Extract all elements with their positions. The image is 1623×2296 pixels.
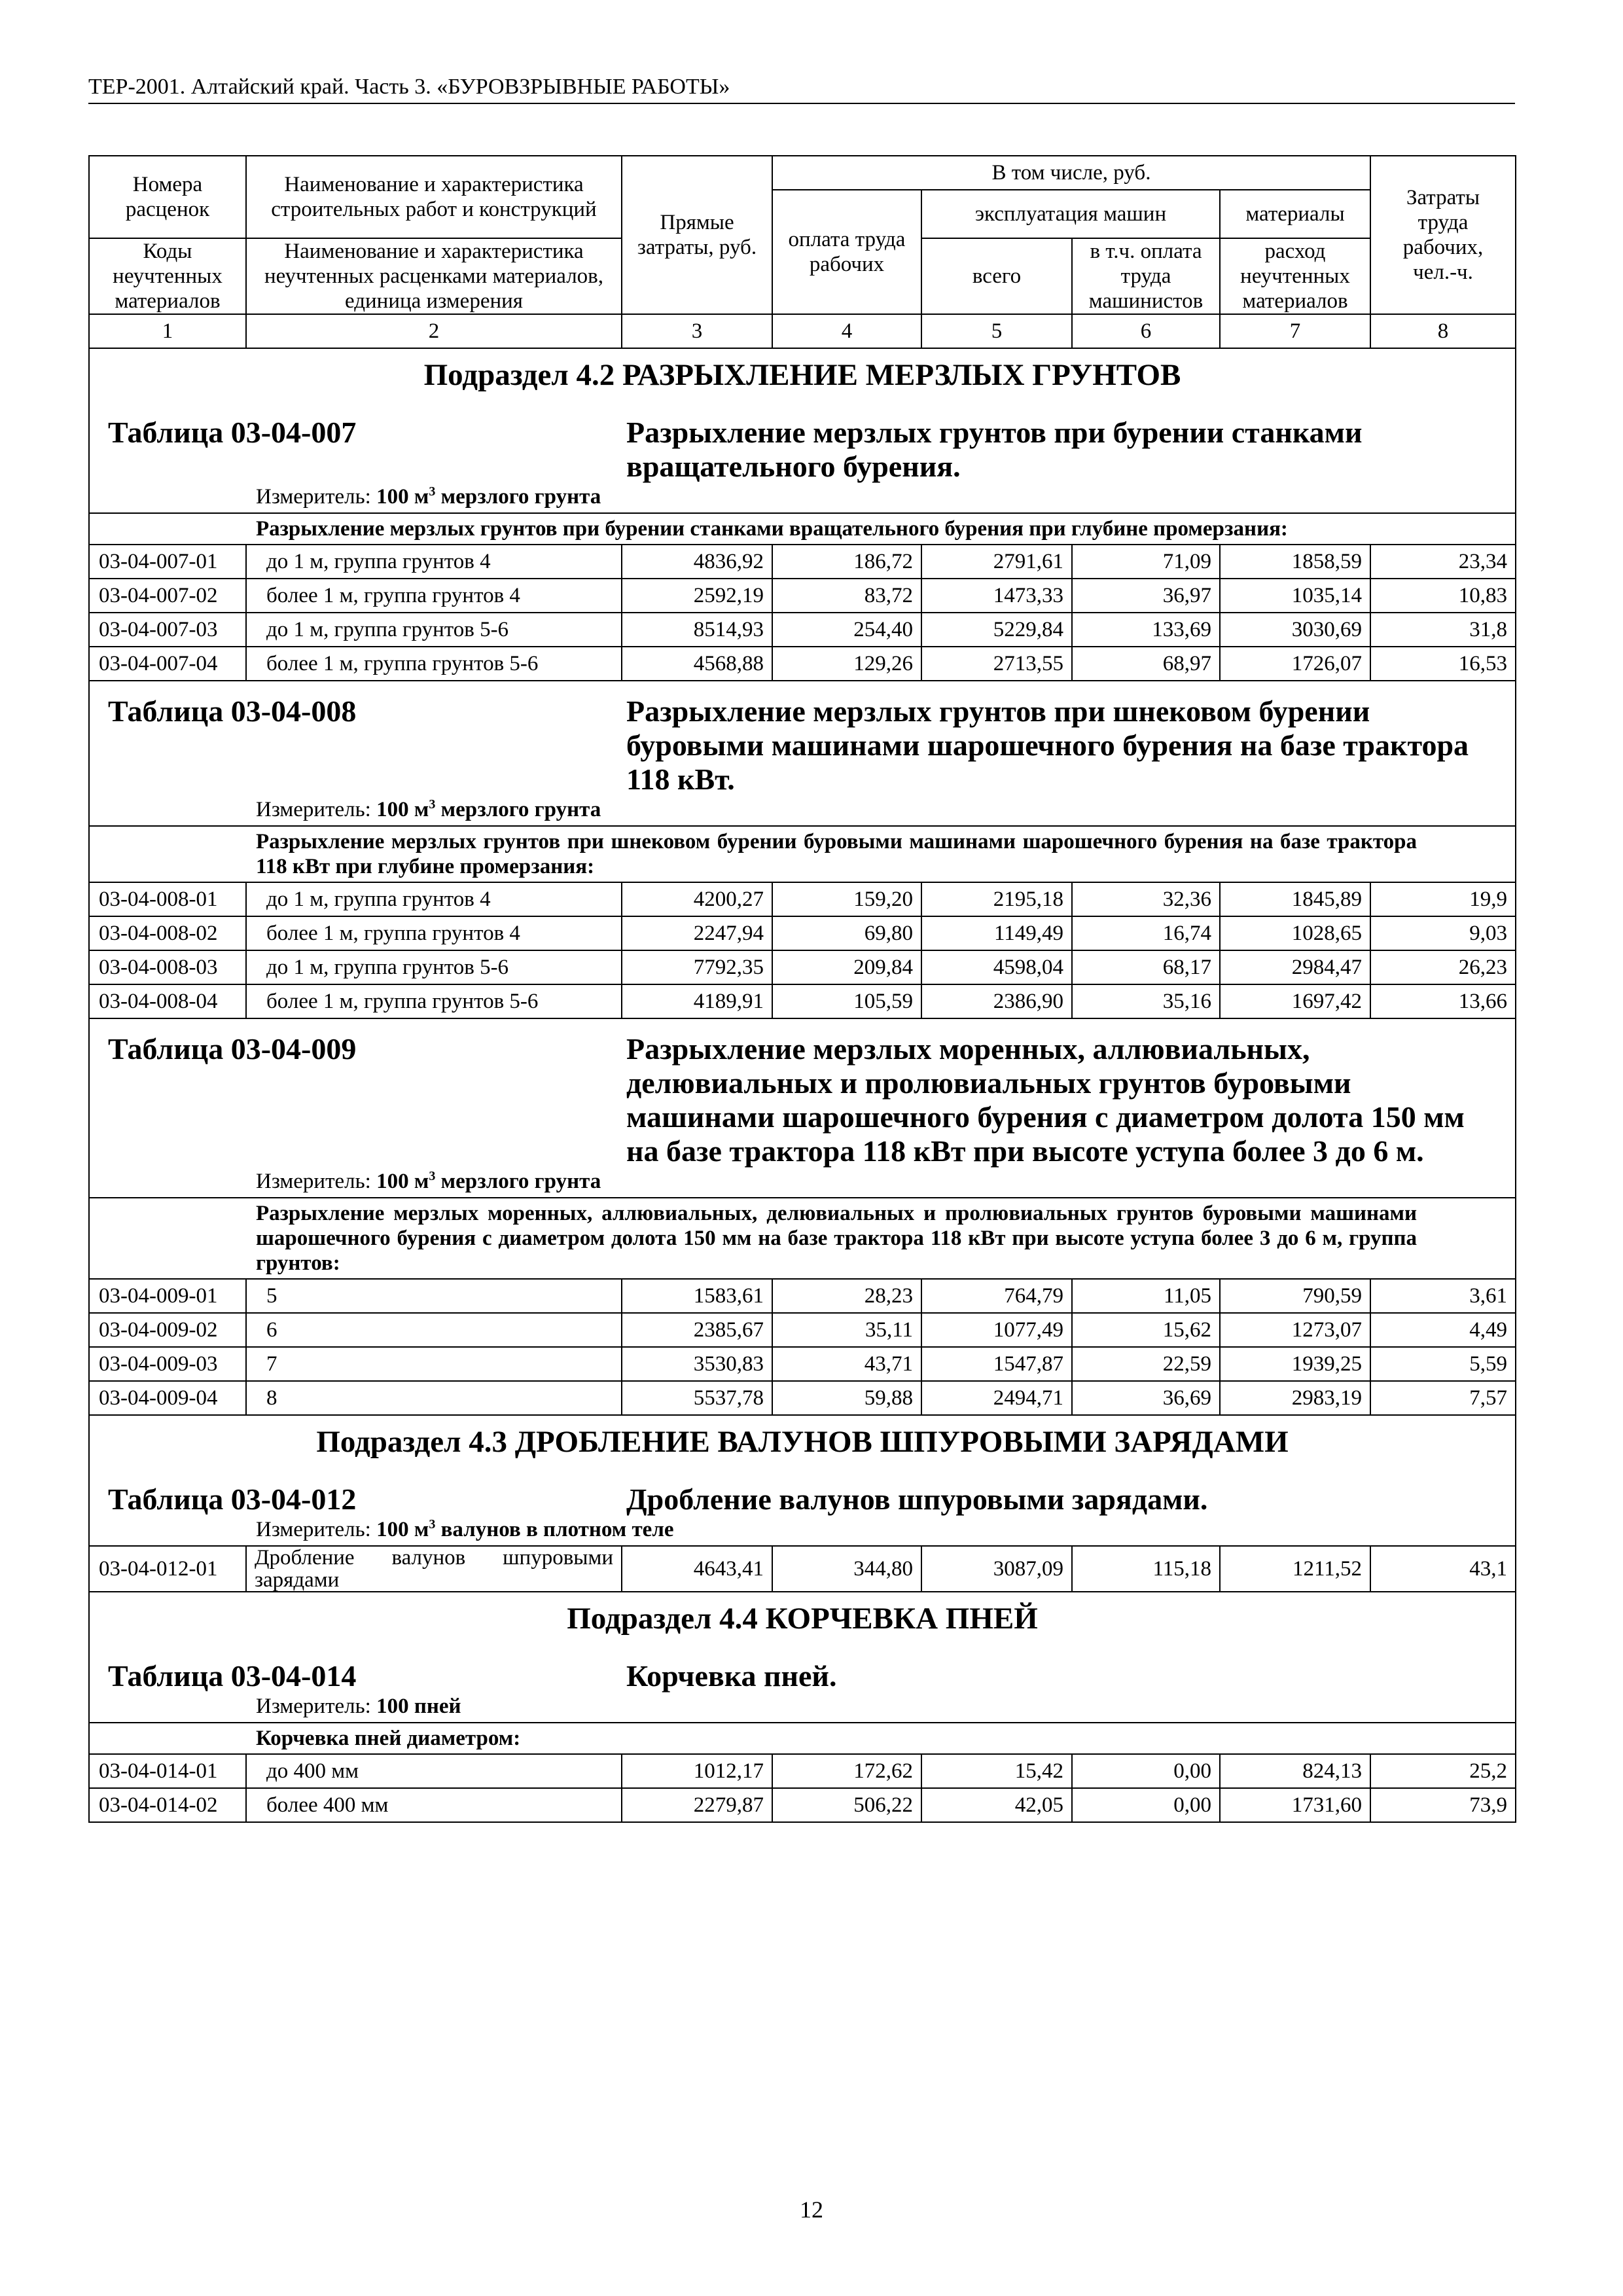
cell-value: 11,05	[1072, 1279, 1220, 1313]
section-header-cell	[89, 348, 1516, 513]
cell-value: 71,09	[1072, 545, 1220, 579]
cell-value: 42,05	[921, 1788, 1072, 1822]
cell-value: 1473,33	[921, 579, 1072, 613]
cell-value: 115,18	[1072, 1546, 1220, 1592]
cell-value: 4,49	[1370, 1313, 1516, 1347]
column-number: 6	[1072, 314, 1220, 348]
cell-value: 2386,90	[921, 984, 1072, 1018]
cell-value: 43,1	[1370, 1546, 1516, 1592]
cell-value: 824,13	[1220, 1754, 1370, 1788]
cell-value: 0,00	[1072, 1754, 1220, 1788]
group-title-row	[89, 1723, 1516, 1754]
cell-value: 209,84	[772, 950, 921, 984]
meter-line	[90, 1516, 1515, 1545]
meter-value: 100 м	[376, 798, 429, 821]
cell-value: 25,2	[1370, 1754, 1516, 1788]
cell-value: 8514,93	[622, 613, 772, 647]
table-title: Дробление валунов шпуровыми зарядами.	[626, 1482, 1208, 1516]
meter-prefix: Измеритель:	[256, 1695, 371, 1718]
meter-line	[90, 1168, 1515, 1197]
cell-value: 36,69	[1072, 1381, 1220, 1415]
cell-value: 5229,84	[921, 613, 1072, 647]
cell-value: 790,59	[1220, 1279, 1370, 1313]
table-title: Разрыхление мерзлых моренных, аллювиальных, делювиальных и пролювиальных грунтов буровыми машинами шарошечного бурения с диаметром долота 150 мм на базе трактора 118 кВт при высоте уступа более 3 до 6 м.	[626, 1032, 1465, 1168]
cell-value: 31,8	[1370, 613, 1516, 647]
section-header-row	[89, 1415, 1516, 1546]
work-name: до 400 мм	[246, 1754, 622, 1788]
cell-value: 1858,59	[1220, 545, 1370, 579]
cell-value: 1035,14	[1220, 579, 1370, 613]
header-including: В том числе, руб.	[772, 156, 1370, 190]
table-row	[89, 1347, 1516, 1381]
cell-value: 2247,94	[622, 916, 772, 950]
cell-value: 105,59	[772, 984, 921, 1018]
cell-value: 7,57	[1370, 1381, 1516, 1415]
cell-value: 1845,89	[1220, 882, 1370, 916]
header-labor-pay: оплата труда рабочих	[772, 190, 921, 314]
header-material-codes: Коды неучтенных материалов	[89, 238, 246, 314]
meter-superscript: 3	[429, 1517, 436, 1532]
table-row	[89, 1313, 1516, 1347]
rate-code: 03-04-008-01	[89, 882, 246, 916]
column-number: 7	[1220, 314, 1370, 348]
cell-value: 344,80	[772, 1546, 921, 1592]
cell-value: 1273,07	[1220, 1313, 1370, 1347]
cell-value: 172,62	[772, 1754, 921, 1788]
cell-value: 16,74	[1072, 916, 1220, 950]
meter-unit	[376, 1518, 673, 1541]
cell-value: 28,23	[772, 1279, 921, 1313]
table-heading	[90, 416, 1515, 484]
work-name: более 1 м, группа грунтов 4	[246, 916, 622, 950]
running-head: ТЕР-2001. Алтайский край. Часть 3. «БУРОВЗРЫВНЫЕ РАБОТЫ»	[88, 74, 1515, 104]
cell-value: 15,62	[1072, 1313, 1220, 1347]
work-name: более 1 м, группа грунтов 5-6	[246, 647, 622, 681]
rate-code: 03-04-009-03	[89, 1347, 246, 1381]
cell-value: 1028,65	[1220, 916, 1370, 950]
cell-value: 2385,67	[622, 1313, 772, 1347]
cell-value: 69,80	[772, 916, 921, 950]
table-row	[89, 916, 1516, 950]
group-title: Разрыхление мерзлых моренных, аллювиальных, делювиальных и пролювиальных грунтов буровыми машинами шарошечного бурения с диаметром долота 150 мм на базе трактора 118 кВт при высоте уступа более 3 до 6 м, группа грунтов:	[89, 1198, 1516, 1279]
cell-value: 133,69	[1072, 613, 1220, 647]
subsection-title: Подраздел 4.2 РАЗРЫХЛЕНИЕ МЕРЗЛЫХ ГРУНТОВ	[423, 358, 1181, 392]
cell-value: 1583,61	[622, 1279, 772, 1313]
column-number: 4	[772, 314, 921, 348]
header-row-1	[89, 156, 1516, 190]
group-title: Разрыхление мерзлых грунтов при шнековом бурении буровыми машинами шарошечного бурения на базе трактора 118 кВт при глубине промерзания:	[89, 826, 1516, 882]
cell-value: 10,83	[1370, 579, 1516, 613]
meter-superscript: 3	[429, 484, 436, 499]
work-name: 7	[246, 1347, 622, 1381]
column-number: 3	[622, 314, 772, 348]
cell-value: 764,79	[921, 1279, 1072, 1313]
meter-unit	[376, 1695, 461, 1718]
cell-value: 32,36	[1072, 882, 1220, 916]
section-header-cell	[89, 1415, 1516, 1546]
work-name: 6	[246, 1313, 622, 1347]
table-heading	[90, 694, 1515, 797]
work-name: до 1 м, группа грунтов 5-6	[246, 950, 622, 984]
header-labor-costs: Затраты труда рабочих, чел.-ч.	[1370, 156, 1516, 314]
cell-value: 68,17	[1072, 950, 1220, 984]
meter-unit	[376, 798, 601, 821]
cell-value: 7792,35	[622, 950, 772, 984]
page-number: 12	[800, 2197, 823, 2223]
cell-value: 9,03	[1370, 916, 1516, 950]
column-number: 1	[89, 314, 246, 348]
meter-suffix: валунов в плотном теле	[440, 1518, 674, 1541]
cell-value: 68,97	[1072, 647, 1220, 681]
meter-suffix: мерзлого грунта	[440, 1170, 601, 1193]
table-label: Таблица 03-04-014	[108, 1659, 357, 1693]
table-row	[89, 1381, 1516, 1415]
cell-value: 2592,19	[622, 579, 772, 613]
work-name: более 1 м, группа грунтов 5-6	[246, 984, 622, 1018]
cell-value: 1012,17	[622, 1754, 772, 1788]
cell-value: 4189,91	[622, 984, 772, 1018]
cell-value: 159,20	[772, 882, 921, 916]
cell-value: 1731,60	[1220, 1788, 1370, 1822]
cell-value: 16,53	[1370, 647, 1516, 681]
cell-value: 1939,25	[1220, 1347, 1370, 1381]
rate-code: 03-04-007-04	[89, 647, 246, 681]
cell-value: 1726,07	[1220, 647, 1370, 681]
cell-value: 186,72	[772, 545, 921, 579]
table-row	[89, 579, 1516, 613]
cell-value: 2983,19	[1220, 1381, 1370, 1415]
cell-value: 0,00	[1072, 1788, 1220, 1822]
table-heading	[90, 1032, 1515, 1168]
header-materials: материалы	[1220, 190, 1370, 238]
cell-value: 15,42	[921, 1754, 1072, 1788]
meter-line	[90, 797, 1515, 825]
table-label: Таблица 03-04-007	[108, 416, 357, 449]
rate-code: 03-04-014-01	[89, 1754, 246, 1788]
work-name: Дробление валунов шпуровыми зарядами	[246, 1546, 622, 1592]
table-row	[89, 647, 1516, 681]
meter-line	[90, 484, 1515, 512]
cell-value: 4598,04	[921, 950, 1072, 984]
section-header-row	[89, 681, 1516, 826]
header-rate-numbers: Номера расценок	[89, 156, 246, 238]
cell-value: 35,16	[1072, 984, 1220, 1018]
column-number-row	[89, 314, 1516, 348]
cell-value: 1149,49	[921, 916, 1072, 950]
table-row	[89, 1754, 1516, 1788]
table-label: Таблица 03-04-008	[108, 694, 357, 728]
header-machine-operation: эксплуатация машин	[921, 190, 1220, 238]
subsection-title: Подраздел 4.4 КОРЧЕВКА ПНЕЙ	[567, 1602, 1038, 1636]
cell-value: 59,88	[772, 1381, 921, 1415]
section-header-row	[89, 1592, 1516, 1723]
header-unaccounted-materials: расход неучтенных материалов	[1220, 238, 1370, 314]
table-row	[89, 1279, 1516, 1313]
meter-prefix: Измеритель:	[256, 1170, 371, 1193]
cell-value: 2791,61	[921, 545, 1072, 579]
column-number: 5	[921, 314, 1072, 348]
header-work-name: Наименование и характеристика строительных работ и конструкций	[246, 156, 622, 238]
group-title-row	[89, 513, 1516, 545]
group-title-row	[89, 826, 1516, 882]
header-operators-pay: в т.ч. оплата труда машинистов	[1072, 238, 1220, 314]
table-title: Корчевка пней.	[626, 1659, 837, 1693]
cell-value: 2195,18	[921, 882, 1072, 916]
meter-value: 100 м	[376, 1518, 429, 1541]
meter-value: 100 пней	[376, 1695, 461, 1718]
cell-value: 1211,52	[1220, 1546, 1370, 1592]
cell-value: 35,11	[772, 1313, 921, 1347]
table-row	[89, 1546, 1516, 1592]
meter-unit	[376, 485, 601, 509]
rate-code: 03-04-009-01	[89, 1279, 246, 1313]
cell-value: 129,26	[772, 647, 921, 681]
table-label: Таблица 03-04-012	[108, 1482, 357, 1516]
column-number: 8	[1370, 314, 1516, 348]
table-heading	[90, 1659, 1515, 1693]
cell-value: 2279,87	[622, 1788, 772, 1822]
header-material-name: Наименование и характеристика неучтенных расценками материалов, единица измерения	[246, 238, 622, 314]
cell-value: 3530,83	[622, 1347, 772, 1381]
table-title: Разрыхление мерзлых грунтов при шнековом бурении буровыми машинами шарошечного бурения на базе трактора 118 кВт.	[626, 694, 1469, 796]
table-row	[89, 613, 1516, 647]
section-header-cell	[89, 1592, 1516, 1723]
meter-superscript: 3	[429, 797, 436, 812]
cell-value: 5537,78	[622, 1381, 772, 1415]
section-header-row	[89, 348, 1516, 513]
cell-value: 4643,41	[622, 1546, 772, 1592]
group-title: Корчевка пней диаметром:	[89, 1723, 1516, 1754]
table-body	[89, 156, 1516, 1822]
cell-value: 1547,87	[921, 1347, 1072, 1381]
rate-code: 03-04-008-03	[89, 950, 246, 984]
table-row	[89, 882, 1516, 916]
cell-value: 506,22	[772, 1788, 921, 1822]
cell-value: 3030,69	[1220, 613, 1370, 647]
rates-table	[88, 155, 1516, 1823]
section-header-cell	[89, 681, 1516, 826]
rate-code: 03-04-012-01	[89, 1546, 246, 1592]
rate-code: 03-04-007-02	[89, 579, 246, 613]
cell-value: 13,66	[1370, 984, 1516, 1018]
work-name: более 400 мм	[246, 1788, 622, 1822]
meter-prefix: Измеритель:	[256, 798, 371, 821]
rate-code: 03-04-008-04	[89, 984, 246, 1018]
meter-unit	[376, 1170, 601, 1193]
meter-line	[90, 1693, 1515, 1722]
rate-code: 03-04-007-01	[89, 545, 246, 579]
cell-value: 43,71	[772, 1347, 921, 1381]
table-title: Разрыхление мерзлых грунтов при бурении станками вращательного бурения.	[626, 416, 1363, 483]
meter-prefix: Измеритель:	[256, 1518, 371, 1541]
rate-code: 03-04-009-02	[89, 1313, 246, 1347]
header-direct-costs: Прямые затраты, руб.	[622, 156, 772, 314]
table-row	[89, 1788, 1516, 1822]
section-header-row	[89, 1018, 1516, 1198]
group-title: Разрыхление мерзлых грунтов при бурении станками вращательного бурения при глубине промерзания:	[89, 513, 1516, 545]
cell-value: 22,59	[1072, 1347, 1220, 1381]
work-name: более 1 м, группа грунтов 4	[246, 579, 622, 613]
work-name: до 1 м, группа грунтов 5-6	[246, 613, 622, 647]
table-row	[89, 950, 1516, 984]
column-number: 2	[246, 314, 622, 348]
cell-value: 19,9	[1370, 882, 1516, 916]
meter-suffix: мерзлого грунта	[440, 798, 601, 821]
work-name: до 1 м, группа грунтов 4	[246, 882, 622, 916]
cell-value: 4568,88	[622, 647, 772, 681]
work-name: 5	[246, 1279, 622, 1313]
cell-value: 2494,71	[921, 1381, 1072, 1415]
cell-value: 3087,09	[921, 1546, 1072, 1592]
rate-code: 03-04-014-02	[89, 1788, 246, 1822]
cell-value: 26,23	[1370, 950, 1516, 984]
meter-superscript: 3	[429, 1169, 436, 1183]
header-machines-total: всего	[921, 238, 1072, 314]
cell-value: 23,34	[1370, 545, 1516, 579]
rate-code: 03-04-007-03	[89, 613, 246, 647]
rate-code: 03-04-008-02	[89, 916, 246, 950]
meter-prefix: Измеритель:	[256, 485, 371, 509]
cell-value: 3,61	[1370, 1279, 1516, 1313]
cell-value: 4200,27	[622, 882, 772, 916]
rate-code: 03-04-009-04	[89, 1381, 246, 1415]
work-name: 8	[246, 1381, 622, 1415]
cell-value: 4836,92	[622, 545, 772, 579]
group-title-row	[89, 1198, 1516, 1279]
cell-value: 73,9	[1370, 1788, 1516, 1822]
cell-value: 254,40	[772, 613, 921, 647]
cell-value: 2984,47	[1220, 950, 1370, 984]
cell-value: 1697,42	[1220, 984, 1370, 1018]
work-name: до 1 м, группа грунтов 4	[246, 545, 622, 579]
section-header-cell	[89, 1018, 1516, 1198]
cell-value: 1077,49	[921, 1313, 1072, 1347]
table-label: Таблица 03-04-009	[108, 1032, 357, 1066]
cell-value: 83,72	[772, 579, 921, 613]
table-row	[89, 984, 1516, 1018]
cell-value: 36,97	[1072, 579, 1220, 613]
meter-value: 100 м	[376, 485, 429, 509]
meter-suffix: мерзлого грунта	[440, 485, 601, 509]
table-row	[89, 545, 1516, 579]
subsection-title: Подраздел 4.3 ДРОБЛЕНИЕ ВАЛУНОВ ШПУРОВЫМИ ЗАРЯДАМИ	[316, 1425, 1289, 1459]
meter-value: 100 м	[376, 1170, 429, 1193]
cell-value: 2713,55	[921, 647, 1072, 681]
cell-value: 5,59	[1370, 1347, 1516, 1381]
table-heading	[90, 1482, 1515, 1516]
